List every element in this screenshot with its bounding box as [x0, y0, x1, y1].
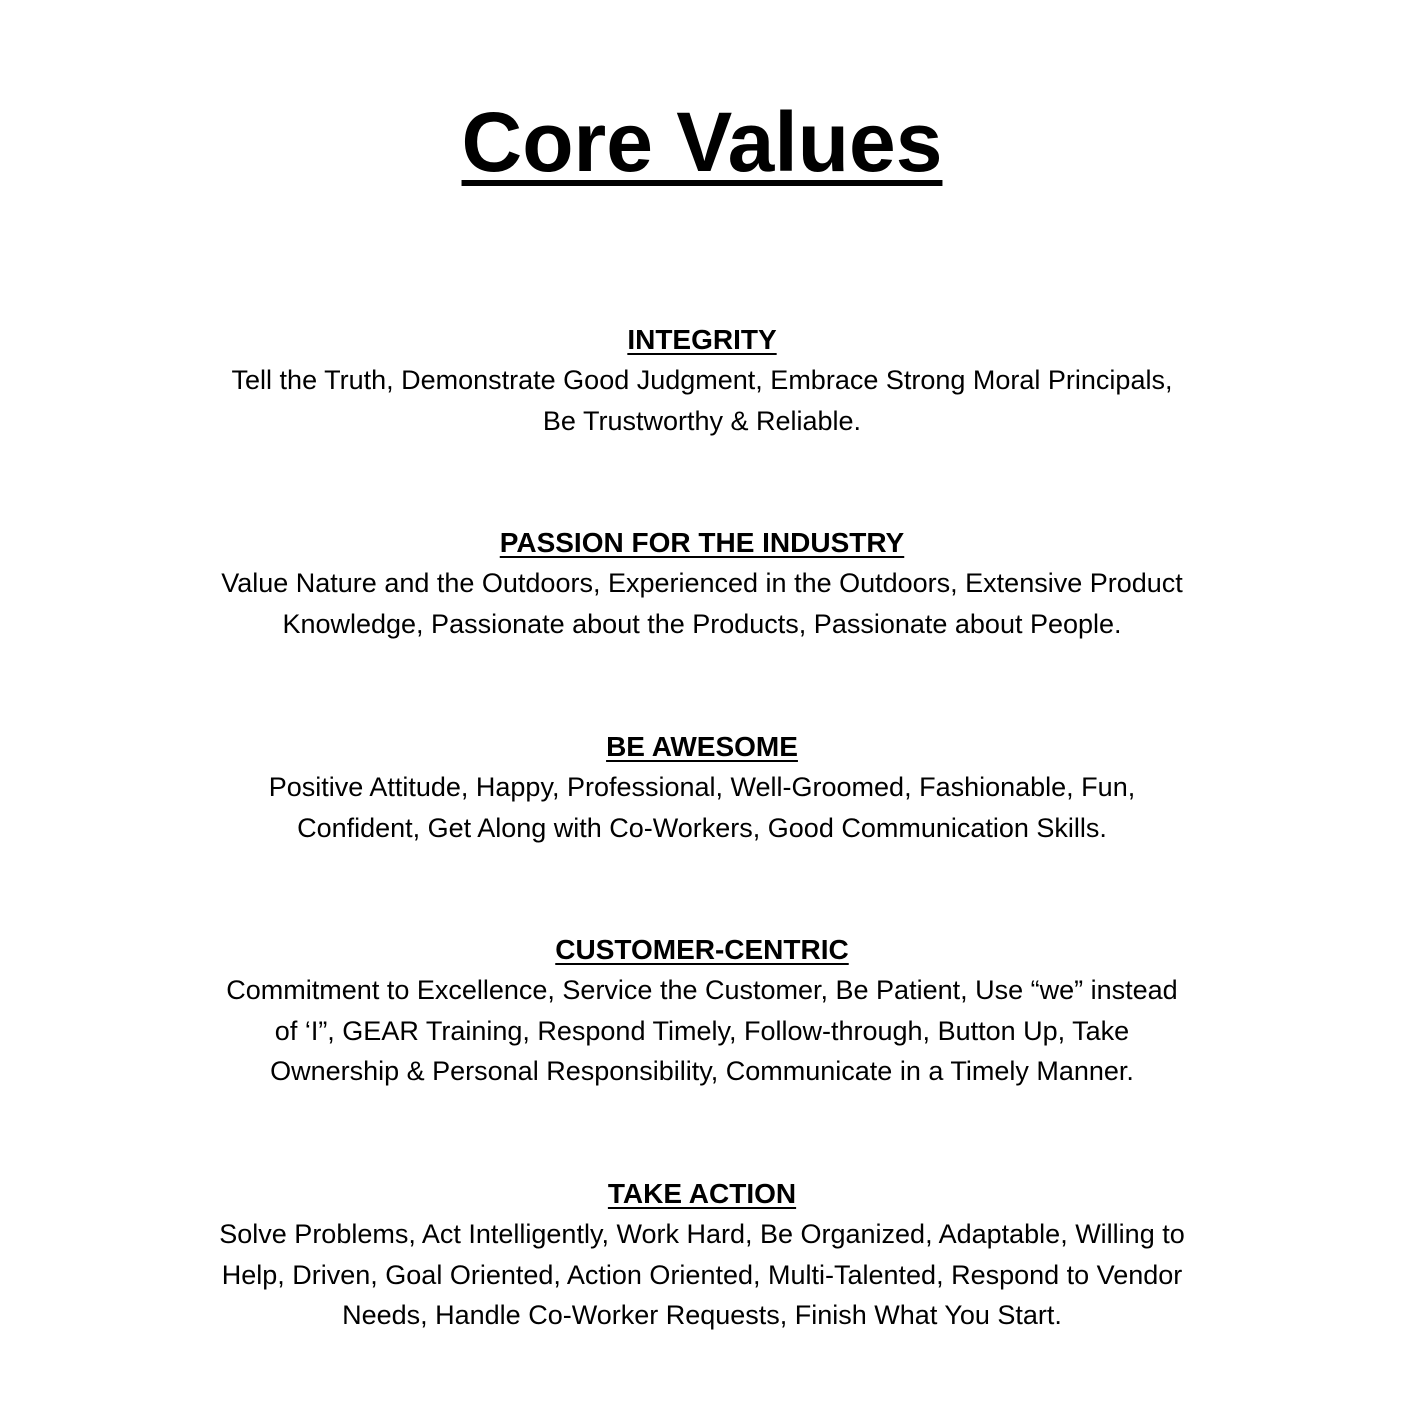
- section-heading-text: BE AWESOME: [606, 731, 798, 762]
- section-body-line: Positive Attitude, Happy, Professional, Well-Groomed, Fashionable, Fun,: [268, 772, 1136, 802]
- section-customer-centric: [150, 930, 1254, 1092]
- section-body: [150, 360, 1254, 441]
- section-body-line: Commitment to Excellence, Service the Customer, Be Patient, Use “we” instead: [226, 975, 1178, 1005]
- section-body-line: Confident, Get Along with Co-Workers, Good Communication Skills.: [297, 812, 1107, 843]
- section-body: [150, 563, 1254, 644]
- section-body-line: Needs, Handle Co-Worker Requests, Finish What You Start.: [342, 1300, 1062, 1331]
- section-heading-text: INTEGRITY: [627, 324, 777, 355]
- section-body-line: Knowledge, Passionate about the Products, Passionate about People.: [282, 608, 1122, 639]
- section-body: [150, 767, 1254, 848]
- section-integrity: [150, 320, 1254, 441]
- section-heading: [150, 930, 1254, 970]
- section-body-line: Help, Driven, Goal Oriented, Action Oriented, Multi-Talented, Respond to Vendor: [221, 1259, 1183, 1290]
- page-title: [0, 92, 1404, 192]
- section-heading-text: CUSTOMER-CENTRIC: [555, 934, 849, 965]
- section-heading-text: PASSION FOR THE INDUSTRY: [499, 527, 905, 558]
- section-body-line: Ownership & Personal Responsibility, Communicate in a Timely Manner.: [270, 1056, 1134, 1087]
- section-body-line: Solve Problems, Act Intelligently, Work Hard, Be Organized, Adaptable, Willing to: [219, 1219, 1185, 1249]
- section-body-line: Be Trustworthy & Reliable.: [542, 405, 862, 436]
- section-heading: [150, 320, 1254, 360]
- section-heading-text: TAKE ACTION: [607, 1178, 797, 1209]
- section-body: [150, 970, 1254, 1092]
- section-heading: [150, 1174, 1254, 1214]
- section-body: [150, 1214, 1254, 1336]
- section-heading: [150, 727, 1254, 767]
- section-be-awesome: [150, 727, 1254, 848]
- section-body-line: Value Nature and the Outdoors, Experienced in the Outdoors, Extensive Product: [221, 568, 1183, 598]
- section-take-action: [150, 1174, 1254, 1336]
- section-heading: [150, 523, 1254, 563]
- section-passion-for-the-industry: [150, 523, 1254, 644]
- section-body-line: of ‘I”, GEAR Training, Respond Timely, Follow-through, Button Up, Take: [274, 1015, 1130, 1046]
- section-body-line: Tell the Truth, Demonstrate Good Judgment, Embrace Strong Moral Principals,: [231, 365, 1173, 395]
- page-title-text: Core Values: [461, 95, 943, 189]
